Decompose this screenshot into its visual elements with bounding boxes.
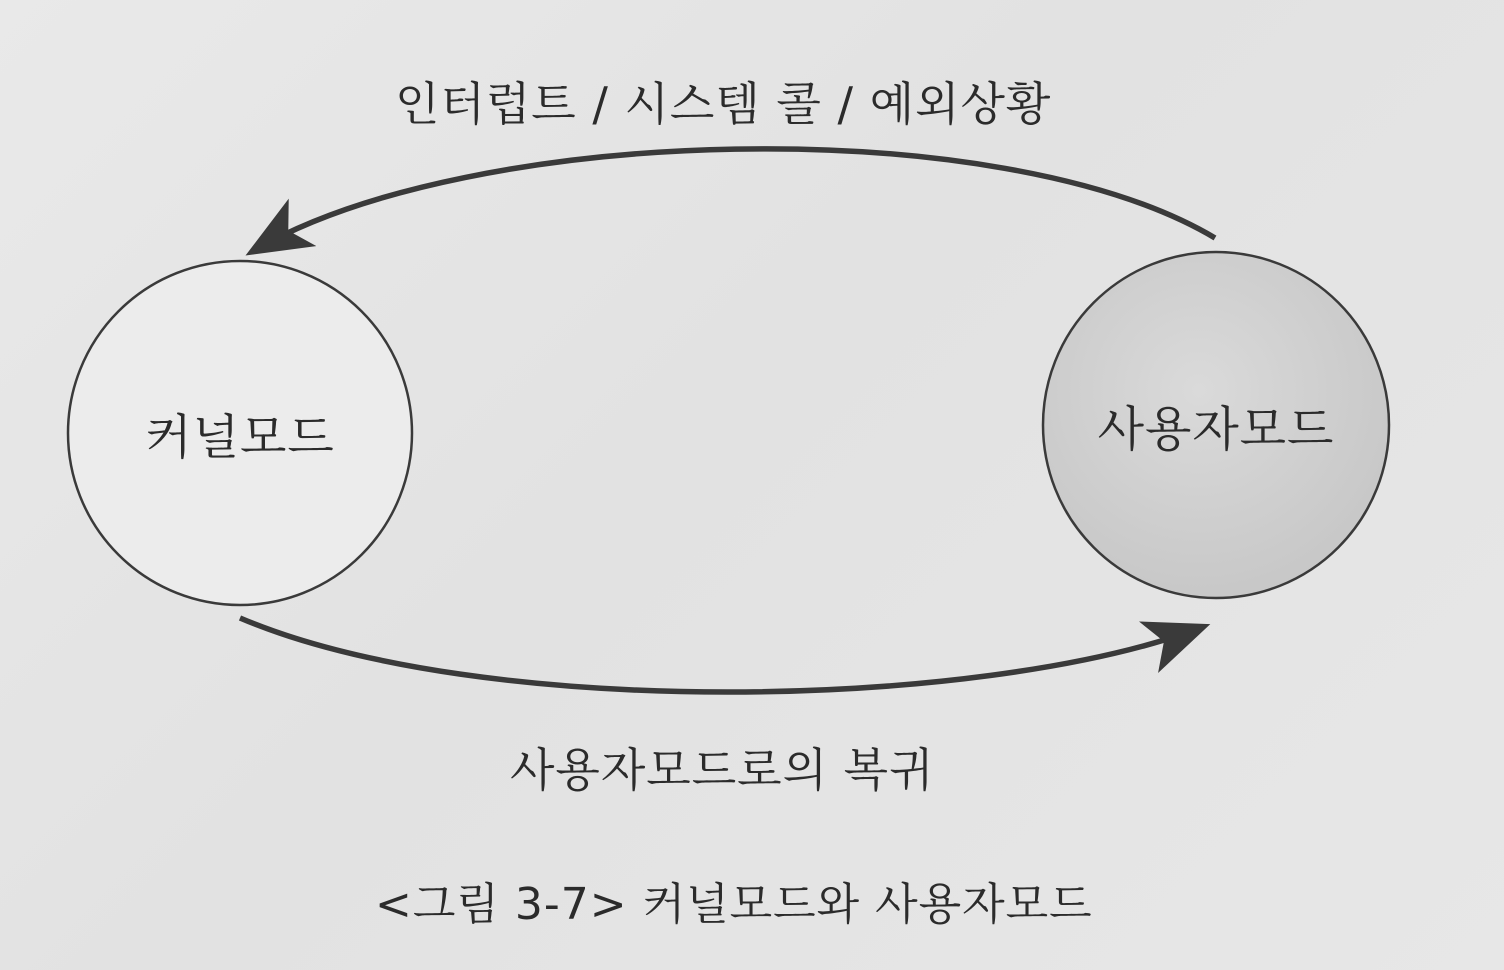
kernel-mode-label: 커널모드	[145, 409, 335, 466]
bottom-arrow-label: 사용자모드로의 복귀	[510, 743, 935, 797]
top-arrow	[255, 149, 1215, 250]
figure-caption: <그림 3-7> 커널모드와 사용자모드	[375, 879, 1093, 930]
bottom-arrow	[240, 618, 1200, 692]
top-arrow-label: 인터럽트 / 시스템 콜 / 예외상황	[395, 77, 1052, 131]
user-mode-label: 사용자모드	[1097, 401, 1335, 458]
